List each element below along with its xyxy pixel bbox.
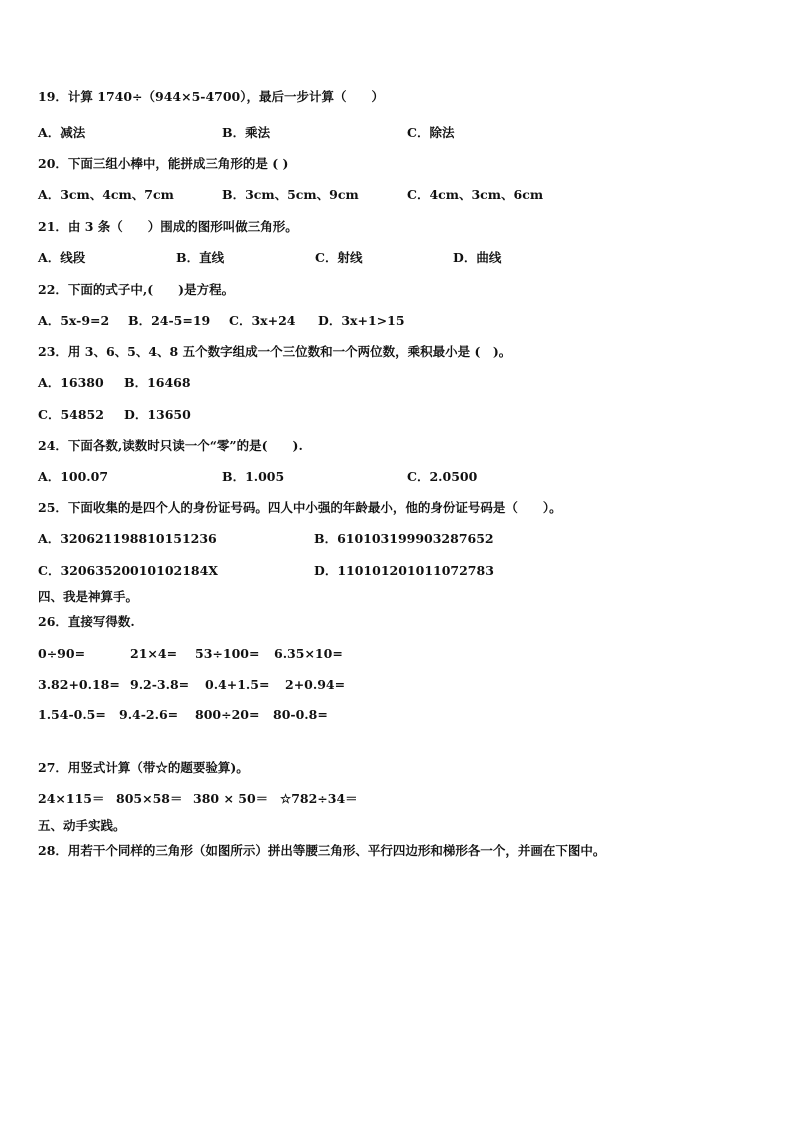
- question-21-stem: 21．由 3 条（ ）围成的图形叫做三角形。: [38, 219, 298, 234]
- q26-r3-c1: 1.54-0.5=: [38, 707, 106, 722]
- q27-item-4: ☆782÷34＝: [280, 791, 358, 806]
- q25-option-c: C．32063520010102184X: [38, 563, 219, 578]
- q20-option-a: A．3cm、4cm、7cm: [38, 187, 174, 202]
- q27-item-1: 24×115＝: [38, 791, 105, 806]
- q26-r2-c4: 2+0.94=: [285, 677, 346, 692]
- q22-option-c: C．3x+24: [229, 313, 296, 328]
- q25-option-d: D．110101201011072783: [314, 563, 494, 578]
- question-24-stem: 24．下面各数,读数时只读一个“零”的是( ).: [38, 438, 303, 453]
- q21-option-b: B．直线: [176, 250, 225, 265]
- q19-option-a: A．减法: [38, 125, 86, 140]
- q19-option-b: B．乘法: [222, 125, 271, 140]
- q27-item-2: 805×58＝: [116, 791, 183, 806]
- q23-option-b: B．16468: [124, 375, 191, 390]
- q26-r1-c1: 0÷90=: [38, 646, 86, 661]
- q26-r3-c2: 9.4-2.6=: [119, 707, 179, 722]
- q25-option-b: B．610103199903287652: [314, 531, 494, 546]
- question-27-stem: 27．用竖式计算（带☆的题要验算)。: [38, 760, 249, 775]
- question-20-stem: 20．下面三组小棒中，能拼成三角形的是 ( ): [38, 156, 289, 171]
- q19-option-c: C．除法: [407, 125, 455, 140]
- section-4-title: 四、我是神算手。: [38, 589, 139, 604]
- question-26-stem: 26．直接写得数.: [38, 614, 135, 629]
- q23-option-d: D．13650: [124, 407, 191, 422]
- q23-option-c: C．54852: [38, 407, 104, 422]
- q21-option-a: A．线段: [38, 250, 86, 265]
- q26-r1-c3: 53÷100=: [195, 646, 260, 661]
- q26-r2-c3: 0.4+1.5=: [205, 677, 270, 692]
- question-25-stem: 25．下面收集的是四个人的身份证号码。四人中小强的年龄最小，他的身份证号码是（ ）。: [38, 500, 562, 515]
- q24-option-c: C．2.0500: [407, 469, 478, 484]
- q20-option-b: B．3cm、5cm、9cm: [222, 187, 359, 202]
- q26-r1-c4: 6.35×10=: [274, 646, 343, 661]
- section-5-title: 五、动手实践。: [38, 818, 126, 833]
- q20-option-c: C．4cm、3cm、6cm: [407, 187, 544, 202]
- question-19-stem: 19．计算 1740÷（944×5-4700），最后一步计算（ ）: [38, 89, 385, 104]
- q24-option-a: A．100.07: [38, 469, 109, 484]
- q26-r2-c2: 9.2-3.8=: [130, 677, 190, 692]
- q22-option-a: A．5x-9=2: [38, 313, 110, 328]
- q21-option-d: D．曲线: [453, 250, 502, 265]
- question-23-stem: 23．用 3、6、5、4、8 五个数字组成一个三位数和一个两位数，乘积最小是 ( )。: [38, 344, 512, 359]
- question-28-stem: 28．用若干个同样的三角形（如图所示）拼出等腰三角形、平行四边形和梯形各一个，并画在下图中。: [38, 843, 606, 858]
- q26-r3-c3: 800÷20=: [195, 707, 260, 722]
- q25-option-a: A．320621198810151236: [38, 531, 217, 546]
- q26-r3-c4: 80-0.8=: [273, 707, 328, 722]
- question-22-stem: 22．下面的式子中,( )是方程。: [38, 282, 235, 297]
- q26-r2-c1: 3.82+0.18=: [38, 677, 120, 692]
- q22-option-b: B．24-5=19: [128, 313, 211, 328]
- q22-option-d: D．3x+1>15: [318, 313, 405, 328]
- q27-item-3: 380 × 50＝: [193, 791, 269, 806]
- q26-r1-c2: 21×4=: [130, 646, 178, 661]
- q24-option-b: B．1.005: [222, 469, 285, 484]
- q21-option-c: C．射线: [315, 250, 363, 265]
- q23-option-a: A．16380: [38, 375, 104, 390]
